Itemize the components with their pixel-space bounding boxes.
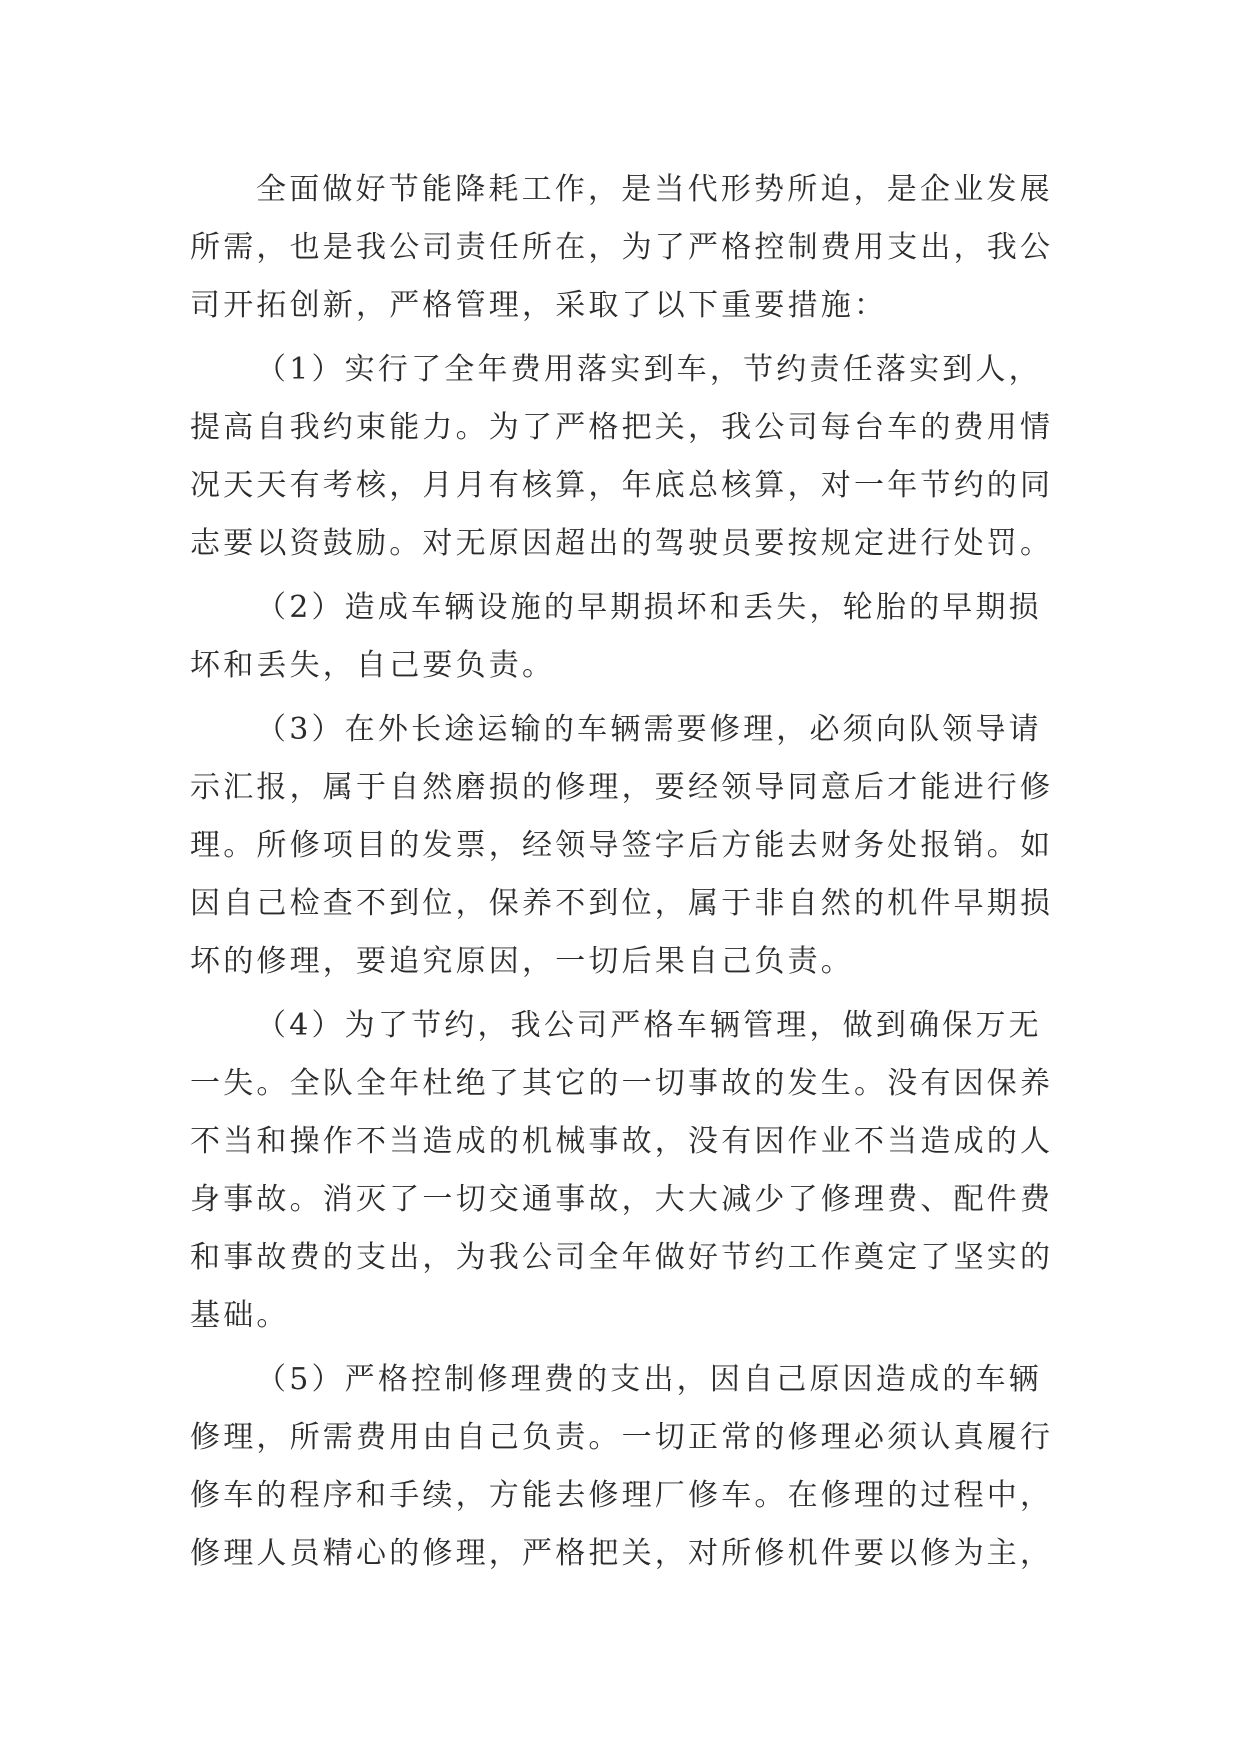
text-line: 坏的修理，要追究原因，一切后果自己负责。 (190, 944, 854, 979)
text-line: 修理，所需费用由自己负责。一切正常的修理必须认真履行 (190, 1420, 1054, 1455)
text-line: 司开拓创新，严格管理，采取了以下重要措施： (190, 288, 888, 323)
text-line: 理。所修项目的发票，经领导签字后方能去财务处报销。如 (190, 828, 1054, 863)
text-line: 况天天有考核，月月有核算，年底总核算，对一年节约的同 (190, 468, 1054, 503)
text-line: 所需，也是我公司责任所在，为了严格控制费用支出，我公 (190, 230, 1054, 265)
paragraph-item-2 (190, 579, 1060, 695)
text-line: 基础。 (190, 1298, 290, 1333)
document-body (190, 161, 1060, 1589)
text-line: 身事故。消灭了一切交通事故，大大减少了修理费、配件费 (190, 1182, 1054, 1217)
text-line: （4）为了节约，我公司严格车辆管理，做到确保万无 (256, 1008, 1042, 1043)
paragraph-item-3 (190, 701, 1060, 991)
text-line: 一失。全队全年杜绝了其它的一切事故的发生。没有因保养 (190, 1066, 1054, 1101)
text-line: 因自己检查不到位，保养不到位，属于非自然的机件早期损 (190, 886, 1054, 921)
text-line: 志要以资鼓励。对无原因超出的驾驶员要按规定进行处罚。 (190, 526, 1054, 561)
text-line: 不当和操作不当造成的机械事故，没有因作业不当造成的人 (190, 1124, 1054, 1159)
text-line: （3）在外长途运输的车辆需要修理，必须向队领导请 (256, 712, 1042, 747)
text-line: 修理人员精心的修理，严格把关，对所修机件要以修为主， (190, 1536, 1054, 1571)
text-line: 坏和丢失，自己要负责。 (190, 648, 556, 683)
text-line: 全面做好节能降耗工作，是当代形势所迫，是企业发展 (256, 172, 1053, 207)
text-line: （5）严格控制修理费的支出，因自己原因造成的车辆 (256, 1362, 1042, 1397)
paragraph-item-4 (190, 997, 1060, 1345)
text-line: 示汇报，属于自然磨损的修理，要经领导同意后才能进行修 (190, 770, 1054, 805)
text-line: 提高自我约束能力。为了严格把关，我公司每台车的费用情 (190, 410, 1054, 445)
text-line: （2）造成车辆设施的早期损坏和丢失，轮胎的早期损 (256, 590, 1042, 625)
text-line: 修车的程序和手续，方能去修理厂修车。在修理的过程中， (190, 1478, 1054, 1513)
paragraph-intro (190, 161, 1060, 335)
paragraph-item-1 (190, 341, 1060, 573)
paragraph-item-5 (190, 1351, 1060, 1583)
text-line: 和事故费的支出，为我公司全年做好节约工作奠定了坚实的 (190, 1240, 1054, 1275)
text-line: （1）实行了全年费用落实到车，节约责任落实到人， (256, 352, 1042, 387)
